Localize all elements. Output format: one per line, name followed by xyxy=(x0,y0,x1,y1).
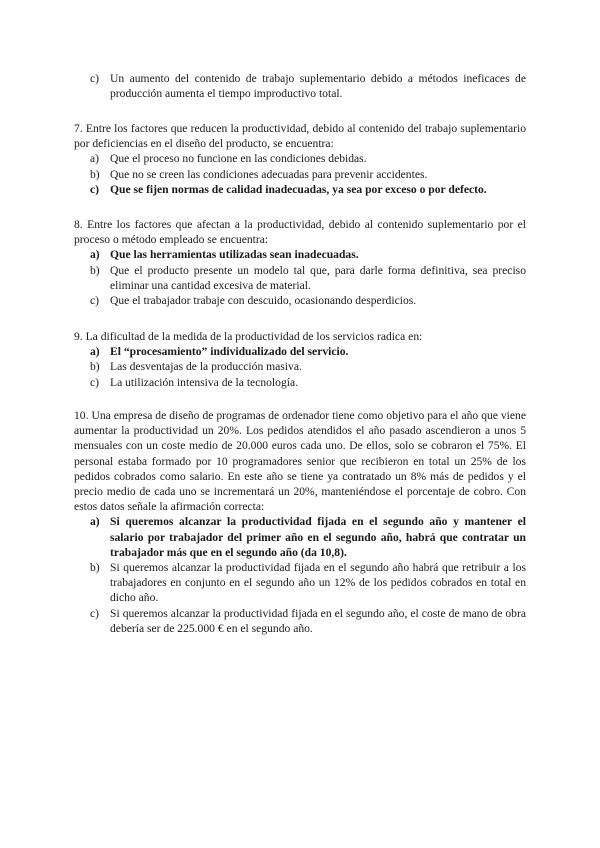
question-9 xyxy=(74,329,526,390)
question-text: 9. La dificultad de la medida de la productividad de los servicios radica en: xyxy=(74,330,423,343)
option-letter: c) xyxy=(90,182,100,196)
option-text: La utilización intensiva de la tecnología. xyxy=(110,375,299,389)
option-b xyxy=(74,560,526,606)
option-letter: a) xyxy=(90,152,100,166)
option-c-correct xyxy=(74,182,526,197)
option-text: Que el producto presente un modelo tal que, para darle forma definitiva, sea preciso eliminar una cantidad excesiva de material. xyxy=(110,263,526,292)
option-letter: c) xyxy=(90,294,100,308)
option-c xyxy=(74,293,526,308)
option-text: Si queremos alcanzar la productividad fijada en el segundo año habrá que retribuir a los trabajadores en conjunto en el segundo año un 12% de los pedidos cobrados en total en dicho año. xyxy=(110,561,526,605)
option-b xyxy=(74,167,526,182)
option-a-correct xyxy=(74,247,526,262)
option-letter: a) xyxy=(90,515,100,529)
option-letter: c) xyxy=(90,606,100,620)
option-a-correct xyxy=(74,514,526,560)
question-text: 10. Una empresa de diseño de programas de ordenador tiene como objetivo para el año que viene aumentar la productividad un 20%. Los pedidos atendidos el año pasado ascendieron a unos 5 mensuales con un coste medio de 20.000 euros cada uno. De ellos, solo se cobraron el 75%. El personal estaba formado por 10 programadores senior que recibieron en total un 25% de los pedidos cobrados como salario. En este año se tiene ya contratado un 8% más de pedidos y el precio medio de cada uno se incrementará un 20%, manteniéndose el porcentaje de cobro. Con estos datos señale la afirmación correcta: xyxy=(74,409,526,514)
question-text: 7. Entre los factores que reducen la productividad, debido al contenido del trabajo suplementario por deficiencias en el diseño del producto, se encuentra: xyxy=(74,122,526,151)
option-letter: a) xyxy=(90,248,100,262)
option-b xyxy=(74,263,526,293)
option-text: Que el proceso no funcione en las condiciones debidas. xyxy=(110,152,367,166)
question-10 xyxy=(74,408,526,636)
option-b xyxy=(74,359,526,374)
option-text: Si queremos alcanzar la productividad fijada en el segundo año, el coste de mano de obra debería ser de 225.000 € en el segundo año. xyxy=(110,606,526,635)
option-letter: b) xyxy=(90,167,100,181)
option-text: Que se fijen normas de calidad inadecuadas, ya sea por exceso o por defecto. xyxy=(110,182,487,196)
option-text: Si queremos alcanzar la productividad fijada en el segundo año y mantener el salario por trabajador del primer año en el segundo año, habrá que contratar un trabajador más que en el segundo año (da 10,8). xyxy=(110,515,526,559)
option-a-correct xyxy=(74,344,526,359)
option-letter: b) xyxy=(90,360,100,374)
question-6-tail xyxy=(74,71,526,101)
option-text: Que las herramientas utilizadas sean inadecuadas. xyxy=(110,248,359,262)
option-text: Que el trabajador trabaje con descuido, ocasionando desperdicios. xyxy=(110,294,417,308)
option-text: Un aumento del contenido de trabajo suplementario debido a métodos ineficaces de producción aumenta el tiempo improductivo total. xyxy=(110,72,526,101)
option-text: El “procesamiento” individualizado del servicio. xyxy=(110,345,349,359)
option-text: Las desventajas de la producción masiva. xyxy=(110,360,302,374)
question-7 xyxy=(74,121,526,197)
option-letter: c) xyxy=(90,72,100,85)
option-letter: b) xyxy=(90,263,100,277)
option-a xyxy=(74,151,526,166)
option-c xyxy=(74,606,526,636)
option-text: Que no se creen las condiciones adecuadas para prevenir accidentes. xyxy=(110,167,428,181)
option-letter: c) xyxy=(90,375,100,389)
option-letter: a) xyxy=(90,345,100,359)
question-text: 8. Entre los factores que afectan a la productividad, debido al contenido suplementario por el proceso o método empleado se encuentra: xyxy=(74,218,526,247)
option-c xyxy=(74,71,526,101)
option-letter: b) xyxy=(90,561,100,575)
option-c xyxy=(74,375,526,390)
question-8 xyxy=(74,217,526,308)
